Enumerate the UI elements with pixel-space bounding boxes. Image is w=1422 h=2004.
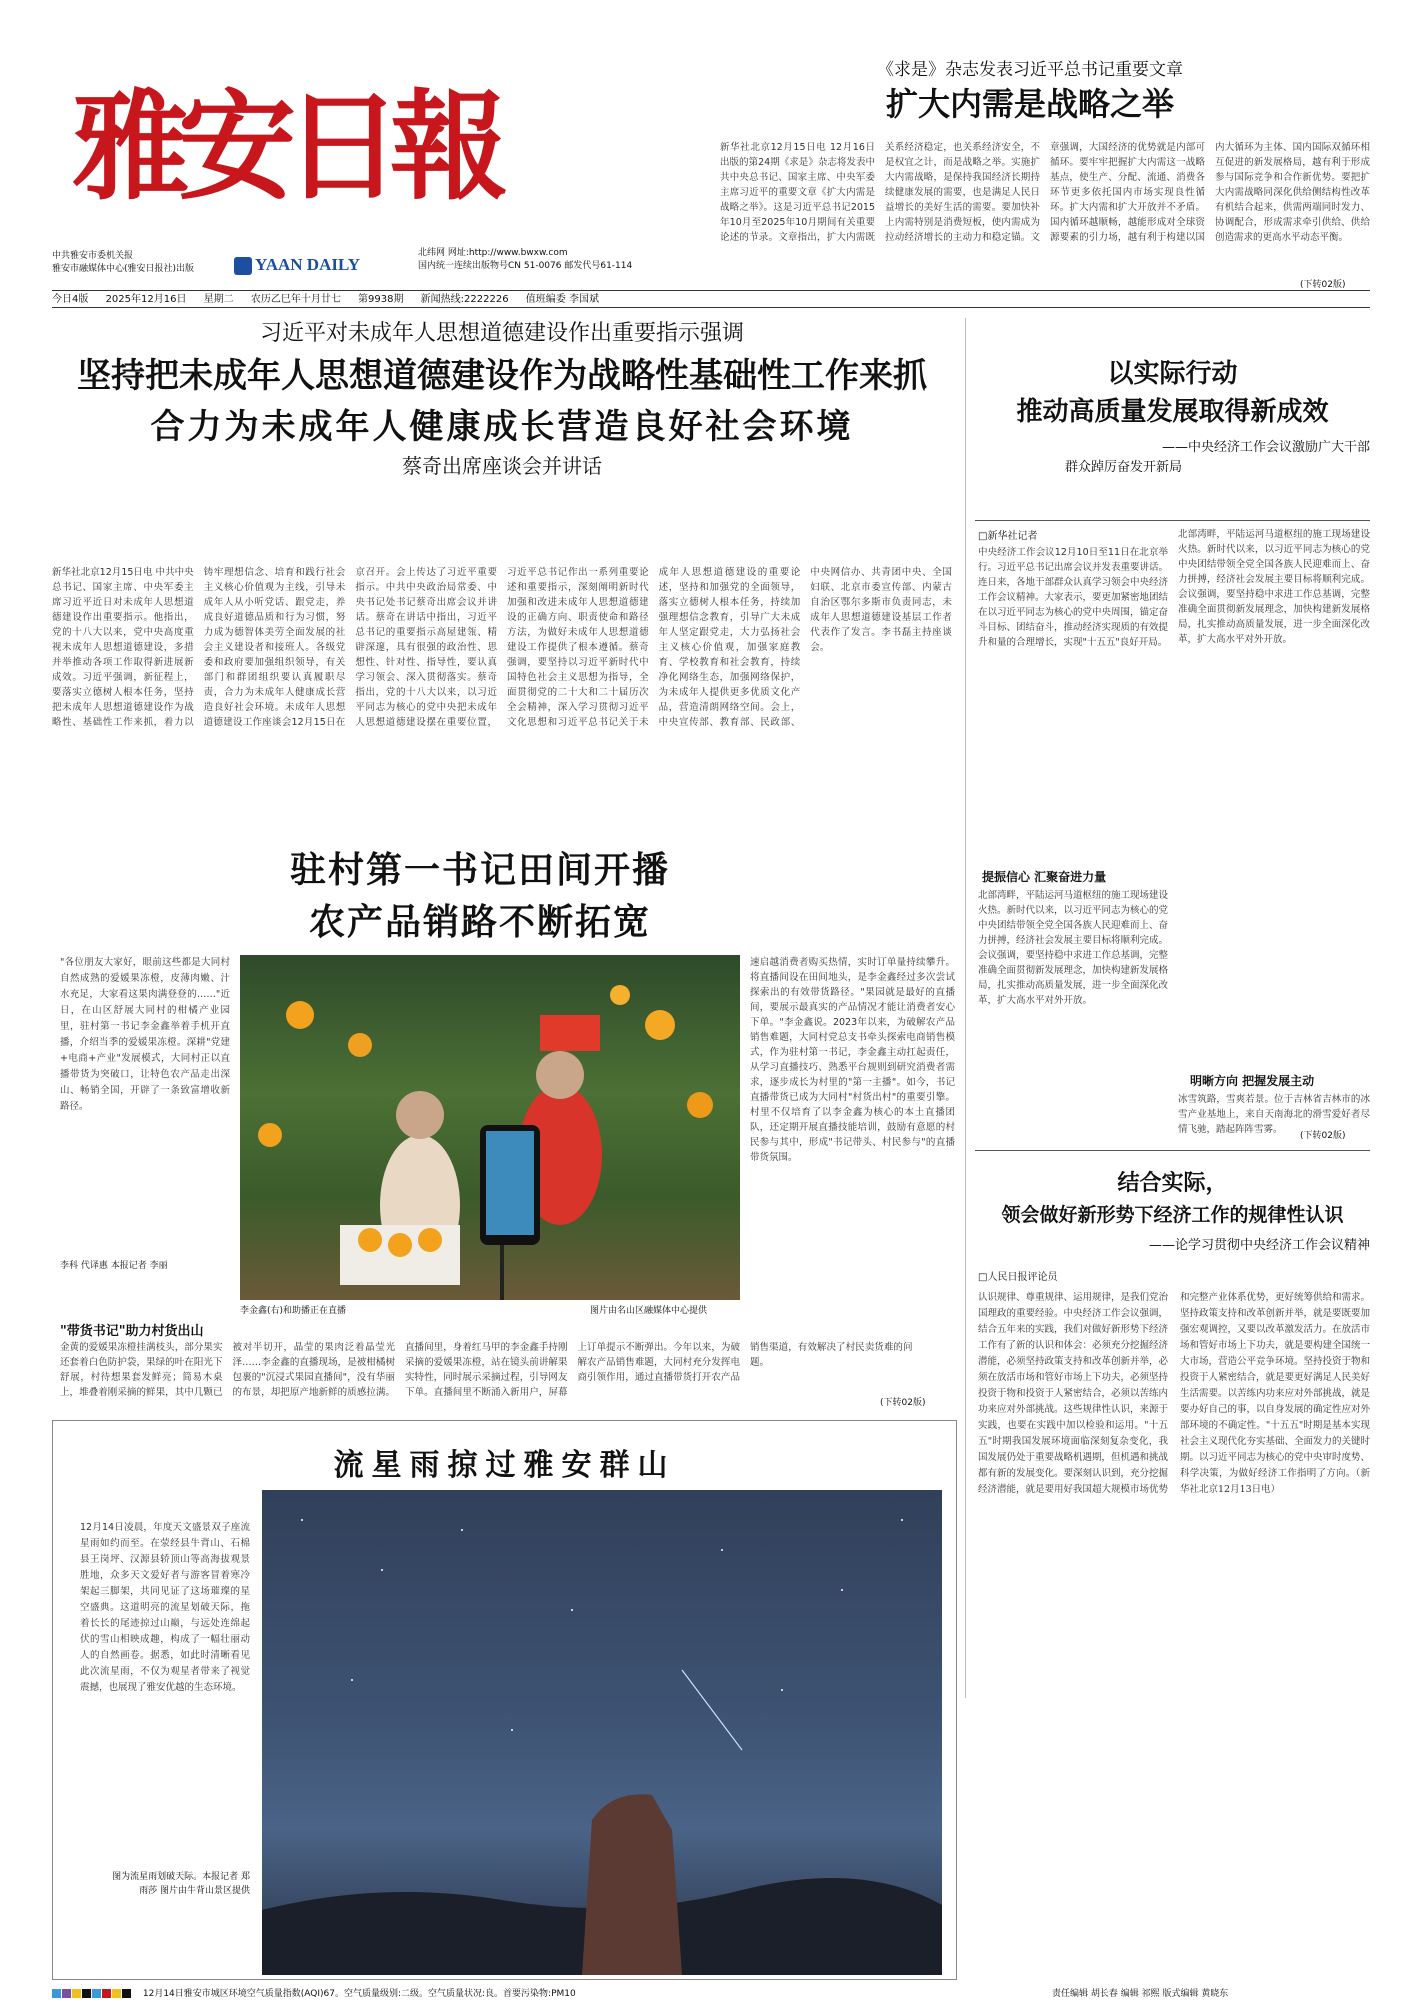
logo-icon: [234, 257, 252, 275]
lead-body: 新华社北京12月15日电 中共中央总书记、国家主席、中央军委主席习近平近日对未成年人思想道德建设作出重要指示。他指出，党的十八大以来，党中央高度重视未成年人思想道德建设，多措并举推动各项工作取得新进展新成效。习近平强调，新征程上，要落实立德树人根本任务，坚持把未成年人思想道德建设作为战略性、基础性工作来抓，着力以铸牢理想信念、培育和践行社会主义核心价值观为主线，引导未成年人从小听党话、跟党走，养成良好道德品质和行为习惯，努力成为德智体美劳全面发展的社会主义建设者和接班人。各级党委和政府要加强组织领导，有关部门和群团组织要认真履职尽责，合力为未成年人健康成长营造良好社会环境。未成年人思想道德建设工作座谈会12月15日在京召开。会上传达了习近平重要指示。中共中央政治局常委、中央书记处书记蔡奇出席会议并讲话。蔡奇在讲话中指出，习近平总书记的重要指示高屋建瓴、精辟深邃，具有很强的政治性、思想性、针对性、指导性，要认真学习领会、深入贯彻落实。蔡奇指出，党的十八大以来，以习近平同志为核心的党中央把未成年人思想道德建设摆在重要位置，习近平总书记作出一系列重要论述和重要指示，深刻阐明新时代加强和改进未成年人思想道德建设的正确方向、职责使命和路径方法，为做好未成年人思想道德建设工作提供了根本遵循。蔡奇强调，要坚持以习近平新时代中国特色社会主义思想为指导，全面贯彻党的二十大和二十届历次全会精神，深入学习贯彻习近平文化思想和习近平总书记关于未成年人思想道德建设的重要论述，坚持和加强党的全面领导，落实立德树人根本任务，持续加强理想信念教育，引导广大未成年人坚定跟党走，大力弘扬社会主义核心价值观，加强家庭教育、学校教育和社会教育，持续净化网络生态，加强网络保护，为未成年人提供更多优质文化产品，营造清朗网络空间。会上，中央宣传部、教育部、民政部、中央网信办、共青团中央、全国妇联、北京市委宣传部、内蒙古自治区鄂尔多斯市负责同志，未成年人思想道德建设基层工作者代表作了发言。李书磊主持座谈会。: [52, 567, 952, 728]
right2-body: 认识规律、尊重规律、运用规律，是我们党治国理政的重要经验。中央经济工作会议强调，结合五年来的实践，我们对做好新形势下经济工作有了新的认识和体会：必须充分挖掘经济潜能，必须坚持政策支持和改革创新并举，必须在放活市场和管好市场上下功夫，必须坚持投资于物和投资于人紧密结合，必须以苦练内功来应对外部挑战。这些规律性认识，来源于实践，也要在实践中加以检验和运用。"十五五"时期我国发展环境面临深刻复杂变化，我国发展仍处于重要战略机遇期，但机遇和挑战都有新的发展变化。要深刻认识到，充分挖掘经济潜能，就是要用好我国超大规模市场优势和完整产业体系优势，更好统筹供给和需求。坚持政策支持和改革创新并举，就是要既要加强宏观调控，又要以改革激发活力。在放活市场和管好市场上下功夫，就是要构建全国统一大市场，营造公平竞争环境。坚持投资于物和投资于人紧密结合，就是要更好满足人民美好生活需要。以苦练内功来应对外部挑战，就是要办好自己的事，以自身发展的确定性应对外部环境的不确定性。"十五五"时期是基本实现社会主义现代化夯实基础、全面发力的关键时期。以习近平同志为核心的党中央审时度势、科学决策，为做好经济工作指明了方向。（新华社北京12月13日电）: [978, 1292, 1371, 1495]
dateline-weekday: 星期二: [203, 294, 234, 305]
footer-bar: [52, 1986, 1370, 2002]
footer-air-quality: 12月14日雅安市城区环境空气质量指数(AQI)67。空气质量级别:二级。空气质量状况:良。首要污染物:PM10: [142, 1989, 576, 1999]
right1-subtitle: [975, 438, 1370, 478]
top-story-kicker: 《求是》杂志发表习近平总书记重要文章: [877, 60, 1183, 80]
right2-subtitle: ——论学习贯彻中央经济工作会议精神: [1148, 1238, 1370, 1253]
feature-photo: [240, 955, 740, 1300]
footer-editor: 责任编辑 胡长春 编辑 祁熙 版式编辑 黄晓东: [1052, 1989, 1229, 1999]
masthead-english: [234, 255, 360, 275]
right1-source: □新华社记者: [978, 531, 1038, 542]
feature-caption-right: 图片由名山区融媒体中心提供: [590, 1306, 708, 1316]
meteor-body: 12月14日凌晨，年度天文盛景双子座流星雨如约而至。在荥经县牛背山、石棉县王岗坪、汉源县轿顶山等高海拔观景胜地，众多天文爱好者与游客冒着寒冷架起三脚架，共同见证了这场璀璨的星空盛典。这道明亮的流星划破天际，拖着长长的尾迹掠过山巅，与远处连绵起伏的雪山相映成趣，构成了一幅壮丽动人的自然画卷。据悉，如此时清晰看见此次流星雨，不仅为观星者带来了视觉震撼，也展现了雅安优越的生态环境。: [80, 1522, 250, 1693]
right1-body-3: 北部湾畔，平陆运河马道枢纽的施工现场建设火热。新时代以来，以习近平同志为核心的党中央团结带领全党全国各族人民迎难而上、奋力拼搏，经济社会发展主要目标将顺利完成。会议强调，要坚持稳中求进工作总基调，完整准确全面贯彻新发展理念，加快构建新发展格局，扎实推动高质量发展，进一步全面深化改革，扩大高水平对外开放。: [1178, 529, 1370, 645]
right2-title-2: 领会做好新形势下经济工作的规律性认识: [1001, 1204, 1344, 1226]
right1-subhead-2: 明晰方向 把握发展主动: [1190, 1074, 1315, 1088]
right1-subtitle-line: ——中央经济工作会议激励广大干部: [1161, 440, 1370, 455]
right1-title-2: 推动高质量发展取得新成效: [1016, 397, 1329, 427]
dateline-editor: 值班编委 李国斌: [525, 294, 599, 305]
lead-header: [52, 318, 952, 480]
feature-turn: (下转02版): [880, 1398, 926, 1408]
right1-turn: (下转02版): [1300, 1128, 1345, 1141]
right1-body: 中央经济工作会议12月10日至11日在北京举行。习近平总书记出席会议并发表重要讲话。连日来，各地干部群众认真学习领会中央经济工作会议精神。大家表示，要更加紧密地团结在以习近平同志为核心的党中央周围，锚定奋斗目标、团结奋斗，推动经济实现质的有效提升和量的合理增长，实现"十五五"良好开局。: [978, 547, 1169, 648]
dateline-bar: [52, 290, 1370, 308]
meteor-photo: [262, 1490, 942, 1975]
color-square-icon: [112, 1989, 121, 1998]
masthead-title: 雅安日報: [72, 77, 497, 216]
right1-body-2: 北部湾畔，平陆运河马道枢纽的施工现场建设火热。新时代以来，以习近平同志为核心的党中央团结带领全党全国各族人民迎难而上、奋力拼搏，经济社会发展主要目标将顺利完成。会议强调，要坚持稳中求进工作总基调，完整准确全面贯彻新发展理念，加快构建新发展格局，扎实推动高质量发展，进一步全面深化改革，扩大高水平对外开放。: [978, 890, 1169, 1006]
color-square-icon: [62, 1989, 71, 1998]
right1-rule: [975, 520, 1370, 521]
sponsor-line: 中共雅安市委机关报: [52, 251, 134, 261]
english-title: YAAN DAILY: [255, 255, 361, 274]
right2-source: □人民日报评论员: [978, 1272, 1058, 1283]
feature-body: 金黄的爱媛果冻橙挂满枝头，部分果实还套着白色防护袋，果绿的叶在阳光下舒展，村待想果套发鲜亮；简易木桌上，堆叠着刚采摘的鲜果，其中几颗已被对半切开，晶莹的果肉泛着晶莹光泽……李金鑫的直播现场，是被柑橘树包裹的"沉浸式果园直播间"，没有华丽的布景，却把原产地新鲜的质感拉满。直播间里，身着红马甲的李金鑫手持刚采摘的爱媛果冻橙，站在镜头前讲解果实特性，同时展示采摘过程，引导网友下单。直播间里不断涌入新用户，屏幕上订单提示不断弹出。今年以来，为破解农产品销售难题，大同村充分发挥电商引领作用，通过直播带货打开农产品销售渠道，有效解决了村民卖货难的问题。: [60, 1342, 913, 1398]
meteor-byline: 图为流星雨划破天际。本报记者 郑雨莎 图片由牛背山景区提供: [112, 1872, 250, 1896]
top-story-turn: (下转02版): [1300, 280, 1346, 290]
feature-subhead: "带货书记"助力村货出山: [60, 1324, 204, 1339]
dateline-hotline: 新闻热线:2222226: [420, 294, 509, 305]
masthead-sponsor: [52, 250, 242, 276]
color-square-icon: [82, 1989, 91, 1998]
night-sky-illustration: [262, 1490, 942, 1975]
dateline-pages: 今日4版: [52, 294, 89, 305]
color-square-icon: [72, 1989, 81, 1998]
orange-grove-illustration: [240, 955, 740, 1300]
contact-line[interactable]: 北纬网 网址:http://www.bwxw.com: [418, 248, 568, 258]
dateline-date: 2025年12月16日: [105, 294, 187, 305]
feature-byline: 李科 代译惠 本报记者 李丽: [60, 1261, 168, 1271]
feature-header: [230, 845, 730, 949]
right1-title-1: 以实际行动: [1107, 359, 1238, 389]
right1-header: [975, 355, 1370, 431]
color-square-icon: [122, 1989, 131, 1998]
right1-subhead-1: 提振信心 汇聚奋进力量: [982, 870, 1107, 884]
right-divider: [975, 1150, 1370, 1151]
masthead-contact: [418, 247, 658, 273]
feature-body-right: 速启越消费者购买热情，实时订单量持续攀升。将直播间设在田间地头，是李金鑫经过多次尝试探索出的有效带货路径。"果园就是最好的直播间，要展示最真实的产品情况才能让消费者安心下单。"李金鑫说。2023年以来，为破解农产品销售难题，大同村党总支书牵头探索电商销售模式，作为驻村第一书记，李金鑫主动扛起责任，从学习直播技巧、熟悉平台规则到研究消费者需求，逐步成长为村里的"第一主播"。如今，书记直播带货已成为大同村"村货出村"的重要引擎。村里不仅培育了以李金鑫为核心的本土直播团队，还定期开展直播技能培训，鼓励有意愿的村民参与其中，形成"书记带头、村民参与"的直播带货氛围。: [750, 957, 955, 1163]
color-square-icon: [102, 1989, 111, 1998]
top-story-header: [690, 58, 1370, 126]
right1-body-4: 冰雪筑路，雪爽若景。位于吉林省吉林市的冰雪产业基地上，来自天南海北的滑雪爱好者尽情飞驰，踏起阵阵雪雾。: [1178, 1094, 1370, 1135]
color-square-icon: [92, 1989, 101, 1998]
feature-title-2: 农产品销路不断拓宽: [308, 902, 651, 943]
right2-title-1: 结合实际，: [1117, 1171, 1228, 1196]
sponsor-line: 雅安市融媒体中心(雅安日报社)出版: [52, 264, 195, 274]
lead-title-2: 合力为未成年人健康成长营造良好社会环境: [150, 407, 854, 447]
dateline-lunar: 农历乙巳年十月廿七: [250, 294, 341, 305]
dateline-issue: 第9938期: [358, 294, 404, 305]
feature-caption-left: 李金鑫(右)和助播正在直播: [240, 1306, 347, 1316]
meteor-title: 流星雨掠过雅安群山: [333, 1448, 676, 1483]
lead-title-1: 坚持把未成年人思想道德建设作为战略性基础性工作来抓: [77, 356, 927, 396]
lead-kicker: 习近平对未成年人思想道德建设作出重要指示强调: [259, 321, 744, 346]
lead-subtitle: 蔡奇出席座谈会并讲话: [402, 454, 602, 478]
feature-side-text: "各位朋友大家好，眼前这些都是大同村自然成熟的爱媛果冻橙，皮薄肉嫩、汁水充足，大家看这果肉满登登的……"近日，在山区舒展大同村的柑橘产业园里，驻村第一书记李金鑫举着手机开直播，介绍当季的爱媛果冻橙。深耕"党建+电商+产业"发展模式，大同村正以直播带货为突破口，让特色农产品走出深山、畅销全国，开辟了一条致富增收新路径。: [60, 957, 230, 1112]
contact-line: 国内统一连续出版物号CN 51-0076 邮发代号61-114: [418, 261, 633, 271]
top-story-title: 扩大内需是战略之举: [885, 85, 1174, 123]
color-square-icon: [52, 1989, 61, 1998]
top-story-body: 新华社北京12月15日电 12月16日出版的第24期《求是》杂志将发表中共中央总书记、国家主席、中央军委主席习近平的重要文章《扩大内需是战略之举》。这是习近平总书记2015年10月至2025年10月期间有关重要论述的节录。文章指出，扩大内需既关系经济稳定，也关系经济安全，不是权宜之计，而是战略之举。实施扩大内需战略，是保持我国经济长期持续健康发展的需要，也是满足人民日益增长的美好生活的需要。要加快补上内需特别是消费短板，使内需成为拉动经济增长的主动力和稳定锚。文章强调，大国经济的优势就是内部可循环。要牢牢把握扩大内需这一战略基点，使生产、分配、流通、消费各环节更多依托国内市场实现良性循环。扩大内需和扩大开放并不矛盾。国内循环越顺畅，越能形成对全球资源要素的引力场，越有利于构建以国内大循环为主体、国内国际双循环相互促进的新发展格局，越有利于形成参与国际竞争和合作新优势。要把扩大内需战略同深化供给侧结构性改革有机结合起来，供需两端同时发力、协调配合，形成需求牵引供给、供给创造需求的更高水平动态平衡。: [720, 142, 1370, 243]
feature-title-1: 驻村第一书记田间开播: [289, 850, 670, 891]
right1-subtitle-line: 群众踔厉奋发开新局: [1065, 460, 1183, 475]
right2-header: [975, 1168, 1370, 1230]
column-divider: [965, 318, 966, 1698]
